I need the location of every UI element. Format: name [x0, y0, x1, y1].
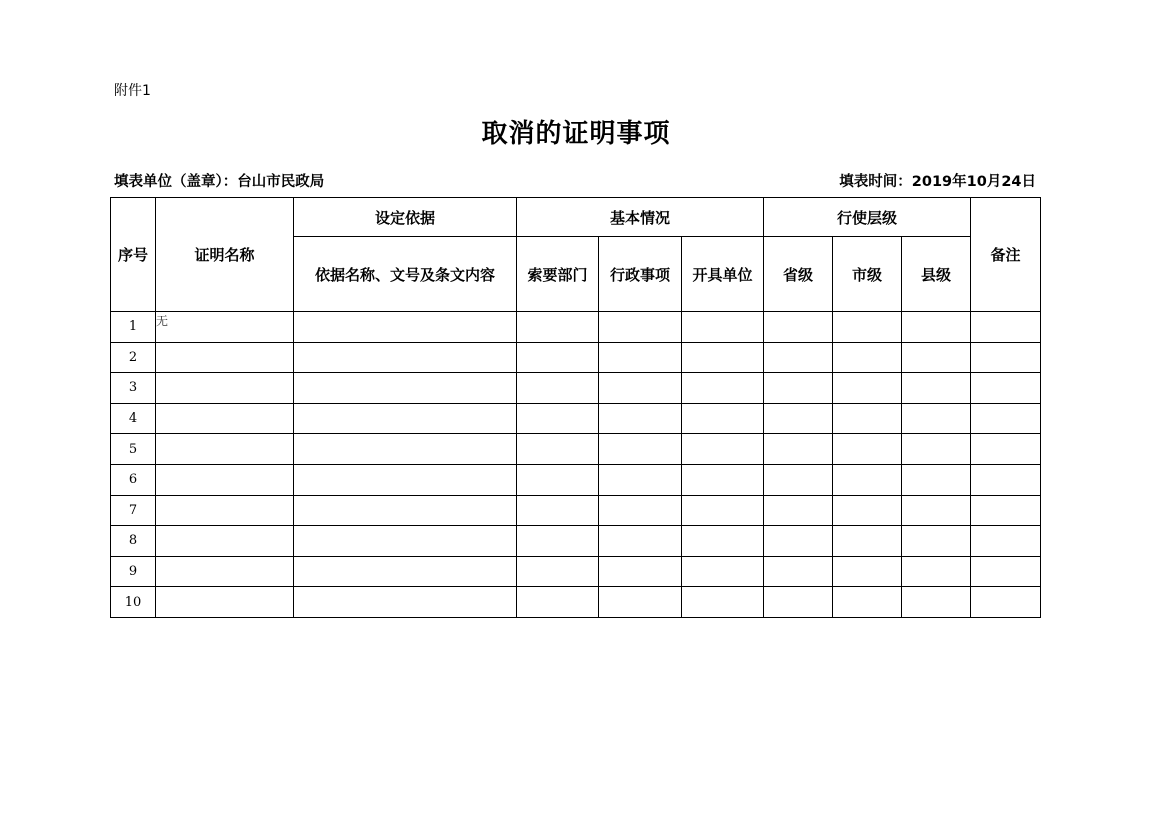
table-row [111, 342, 1041, 373]
table-cell [833, 434, 902, 465]
table-cell [902, 403, 971, 434]
row-number: 8 [111, 526, 156, 557]
table-cell [517, 312, 599, 343]
table-cell [599, 373, 682, 404]
table-cell [682, 587, 764, 618]
table-cell [517, 526, 599, 557]
header-basis-detail: 依据名称、文号及条文内容 [294, 237, 517, 312]
table-cell [764, 312, 833, 343]
header-issuing-unit: 开具单位 [682, 237, 764, 312]
row-number: 6 [111, 464, 156, 495]
table-cell [833, 373, 902, 404]
table-cell [682, 526, 764, 557]
table-cell [294, 464, 517, 495]
cert-name-cell: 无 [156, 312, 294, 343]
table-cell [971, 587, 1041, 618]
table-cell [902, 373, 971, 404]
table-cell [971, 342, 1041, 373]
table-cell [599, 403, 682, 434]
table-cell [902, 587, 971, 618]
table-row [111, 434, 1041, 465]
table-cell [971, 556, 1041, 587]
table-row [111, 373, 1041, 404]
table-cell [682, 373, 764, 404]
row-number: 10 [111, 587, 156, 618]
row-number: 7 [111, 495, 156, 526]
table-cell [833, 526, 902, 557]
header-level-group: 行使层级 [764, 198, 971, 237]
cert-name-cell [156, 587, 294, 618]
table-row [111, 464, 1041, 495]
table-cell [682, 556, 764, 587]
table-cell [682, 464, 764, 495]
cert-name-cell [156, 556, 294, 587]
table-cell [764, 526, 833, 557]
table-cell [294, 556, 517, 587]
row-number: 9 [111, 556, 156, 587]
table-cell [599, 495, 682, 526]
cert-name-cell [156, 495, 294, 526]
table-row [111, 312, 1041, 343]
table-cell [902, 464, 971, 495]
table-cell [764, 556, 833, 587]
cert-name-cell [156, 342, 294, 373]
header-admin-matter: 行政事项 [599, 237, 682, 312]
header-remark: 备注 [971, 198, 1041, 312]
header-basic-group: 基本情况 [517, 198, 764, 237]
table-cell [971, 464, 1041, 495]
table-cell [517, 373, 599, 404]
table-cell [902, 434, 971, 465]
table-row [111, 587, 1041, 618]
table-cell [517, 587, 599, 618]
table-cell [902, 495, 971, 526]
table-cell [764, 495, 833, 526]
table-cell [599, 526, 682, 557]
row-number: 4 [111, 403, 156, 434]
table-cell [902, 526, 971, 557]
header-seq: 序号 [111, 198, 156, 312]
header-basis-group: 设定依据 [294, 198, 517, 237]
table-cell [682, 312, 764, 343]
table-cell [833, 495, 902, 526]
table-cell [294, 587, 517, 618]
certificate-table [110, 197, 1041, 618]
table-row [111, 556, 1041, 587]
table-cell [682, 434, 764, 465]
row-number: 2 [111, 342, 156, 373]
table-cell [294, 495, 517, 526]
header-county: 县级 [902, 237, 971, 312]
row-number: 1 [111, 312, 156, 343]
table-cell [833, 403, 902, 434]
table-cell [294, 312, 517, 343]
table-cell [902, 312, 971, 343]
table-cell [902, 556, 971, 587]
table-cell [599, 434, 682, 465]
row-number: 3 [111, 373, 156, 404]
table-cell [294, 526, 517, 557]
table-cell [682, 495, 764, 526]
cert-name-cell [156, 373, 294, 404]
table-cell [971, 312, 1041, 343]
table-cell [517, 342, 599, 373]
table-cell [833, 587, 902, 618]
table-cell [971, 495, 1041, 526]
table-cell [599, 312, 682, 343]
header-provincial: 省级 [764, 237, 833, 312]
table-row [111, 495, 1041, 526]
cert-name-cell [156, 434, 294, 465]
table-cell [764, 342, 833, 373]
table-cell [599, 587, 682, 618]
header-municipal: 市级 [833, 237, 902, 312]
table-cell [599, 464, 682, 495]
filling-unit: 填表单位（盖章）：台山市民政局 [114, 174, 325, 190]
table-cell [833, 312, 902, 343]
table-cell [902, 342, 971, 373]
cert-name-cell [156, 403, 294, 434]
filling-time: 填表时间：2019年10月24日 [839, 174, 1036, 190]
table-cell [764, 403, 833, 434]
attachment-label: 附件1 [114, 83, 151, 99]
header-cert-name: 证明名称 [156, 198, 294, 312]
cert-name-cell [156, 464, 294, 495]
table-row [111, 403, 1041, 434]
table-cell [294, 342, 517, 373]
table-cell [517, 464, 599, 495]
table-cell [971, 434, 1041, 465]
table-cell [764, 587, 833, 618]
table-cell [833, 342, 902, 373]
table-cell [294, 373, 517, 404]
table-cell [833, 464, 902, 495]
table-cell [833, 556, 902, 587]
table-cell [517, 556, 599, 587]
table-cell [517, 434, 599, 465]
row-number: 5 [111, 434, 156, 465]
table-cell [764, 373, 833, 404]
header-requesting-dept: 索要部门 [517, 237, 599, 312]
table-cell [517, 495, 599, 526]
page-title: 取消的证明事项 [481, 119, 671, 149]
table-cell [971, 373, 1041, 404]
table-cell [971, 526, 1041, 557]
table-cell [971, 403, 1041, 434]
table-cell [764, 464, 833, 495]
table-cell [517, 403, 599, 434]
table-cell [682, 342, 764, 373]
cert-name-cell [156, 526, 294, 557]
table-cell [682, 403, 764, 434]
table-cell [294, 434, 517, 465]
table-row [111, 526, 1041, 557]
table-cell [599, 556, 682, 587]
table-cell [764, 434, 833, 465]
table-cell [599, 342, 682, 373]
table-cell [294, 403, 517, 434]
